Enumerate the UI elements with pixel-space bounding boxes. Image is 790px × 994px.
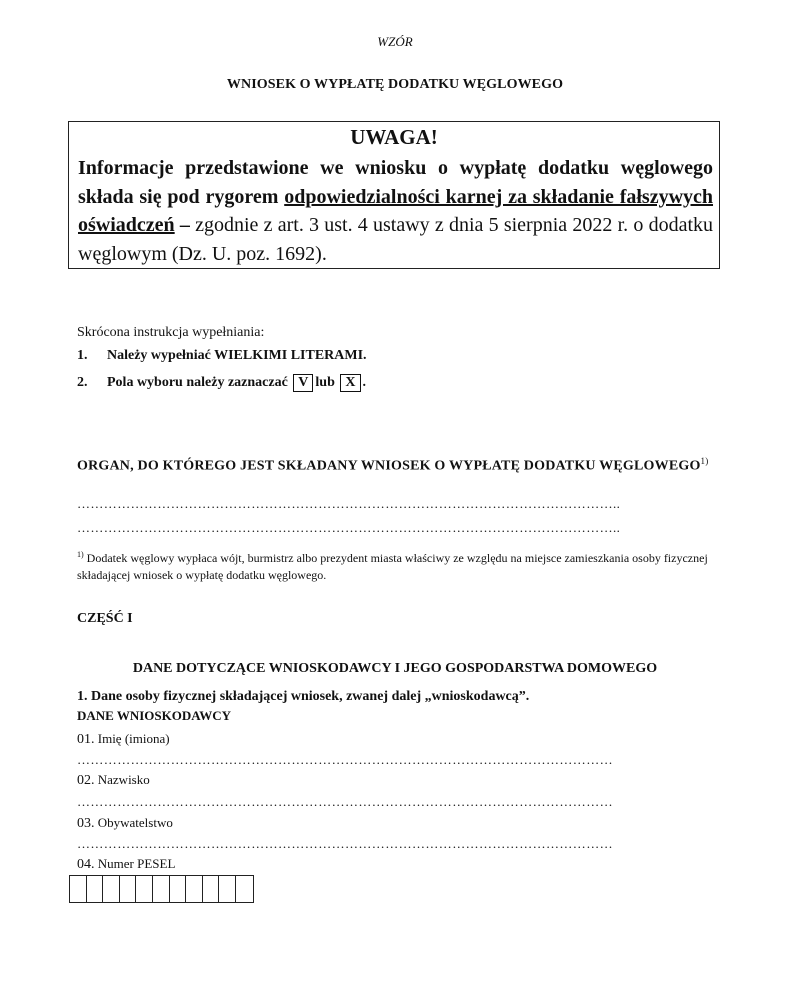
instruction-item-2 [77, 374, 366, 392]
citizenship-input[interactable]: ………………………………………………………………………………………………………… [77, 836, 613, 851]
pesel-digit-cell[interactable] [203, 876, 220, 902]
warning-text [78, 154, 713, 268]
footnote-ref: 1) [700, 456, 709, 466]
field-number: 03. [77, 816, 95, 831]
pesel-digit-cell[interactable] [87, 876, 104, 902]
form-sample-label: WZÓR [377, 34, 413, 49]
subsection-heading: 1. Dane osoby fizycznej składającej wniosek, zwanej dalej „wnioskodawcą”. [77, 689, 530, 704]
organ-input-line-2[interactable]: ………………………………………………………………………………………………………….. [77, 520, 621, 535]
applicant-data-heading: DANE WNIOSKODAWCY [77, 708, 231, 723]
pesel-digit-cell[interactable] [186, 876, 203, 902]
first-name-input[interactable]: ………………………………………………………………………………………………………… [77, 752, 613, 767]
field-number: 04. [77, 857, 95, 872]
warning-text-underlined: odpowiedzialności karnej za składanie fałszywych oświadczeń [78, 185, 714, 236]
field-pesel-label [77, 856, 175, 873]
pesel-digit-cell[interactable] [103, 876, 120, 902]
warning-text-bold: Informacje przedstawione we wniosku o wypłatę dodatku węglowego składa się pod rygorem [78, 157, 713, 208]
organ-input-line-1[interactable]: ………………………………………………………………………………………………………….. [77, 496, 621, 511]
field-last-name-label [77, 772, 150, 789]
instruction-item-1 [77, 348, 367, 364]
page-title: WNIOSEK O WYPŁATĘ DODATKU WĘGLOWEGO [226, 77, 564, 92]
checkbox-sample-v: V [293, 374, 313, 392]
footnote-marker: 1) [77, 550, 84, 559]
field-label: Imię (imiona) [97, 731, 170, 746]
organ-heading [77, 452, 722, 476]
pesel-digit-cell[interactable] [120, 876, 137, 902]
instructions-title: Skrócona instrukcja wypełniania: [77, 325, 265, 340]
pesel-digit-cell[interactable] [219, 876, 236, 902]
pesel-digit-cell[interactable] [153, 876, 170, 902]
part-label: CZĘŚĆ I [77, 611, 133, 626]
section-heading: DANE DOTYCZĄCE WNIOSKODAWCY I JEGO GOSPODARSTWA DOMOWEGO [132, 661, 658, 676]
instruction-text: Należy wypełniać WIELKIMI LITERAMI. [107, 348, 367, 363]
pesel-digit-cell[interactable] [136, 876, 153, 902]
instruction-end: . [362, 375, 367, 390]
instruction-or: lub [315, 375, 335, 390]
field-first-name-label [77, 731, 170, 748]
field-label: Numer PESEL [97, 856, 176, 871]
warning-heading: UWAGA! [350, 125, 438, 149]
instruction-number: 2. [77, 375, 88, 390]
field-label: Nazwisko [97, 772, 150, 787]
field-number: 01. [77, 732, 95, 747]
pesel-digit-cell[interactable] [70, 876, 87, 902]
warning-box [68, 121, 720, 269]
footnote [77, 546, 724, 584]
footnote-text: Dodatek węglowy wypłaca wójt, burmistrz albo prezydent miasta właściwy ze względu na miejsce zamieszkania osoby fizycznej składającej wniosek o wypłatę dodatku węglowego. [77, 551, 708, 582]
instruction-number: 1. [77, 348, 88, 363]
organ-heading-text: ORGAN, DO KTÓREGO JEST SKŁADANY WNIOSEK O WYPŁATĘ DODATKU WĘGLOWEGO [77, 458, 701, 474]
checkbox-sample-x: X [340, 374, 360, 392]
pesel-digit-cell[interactable] [170, 876, 187, 902]
instruction-text: Pola wyboru należy zaznaczać [107, 375, 288, 390]
warning-text-legal: zgodnie z art. 3 ust. 4 ustawy z dnia 5 sierpnia 2022 r. o dodatku węglowym (Dz. U. poz. 1692). [78, 214, 713, 265]
field-citizenship-label [77, 815, 173, 832]
warning-dash: – [179, 214, 190, 236]
field-number: 02. [77, 773, 95, 788]
last-name-input[interactable]: ………………………………………………………………………………………………………… [77, 794, 613, 809]
pesel-digit-cell[interactable] [236, 876, 253, 902]
pesel-input[interactable] [69, 875, 254, 903]
field-label: Obywatelstwo [97, 815, 173, 830]
